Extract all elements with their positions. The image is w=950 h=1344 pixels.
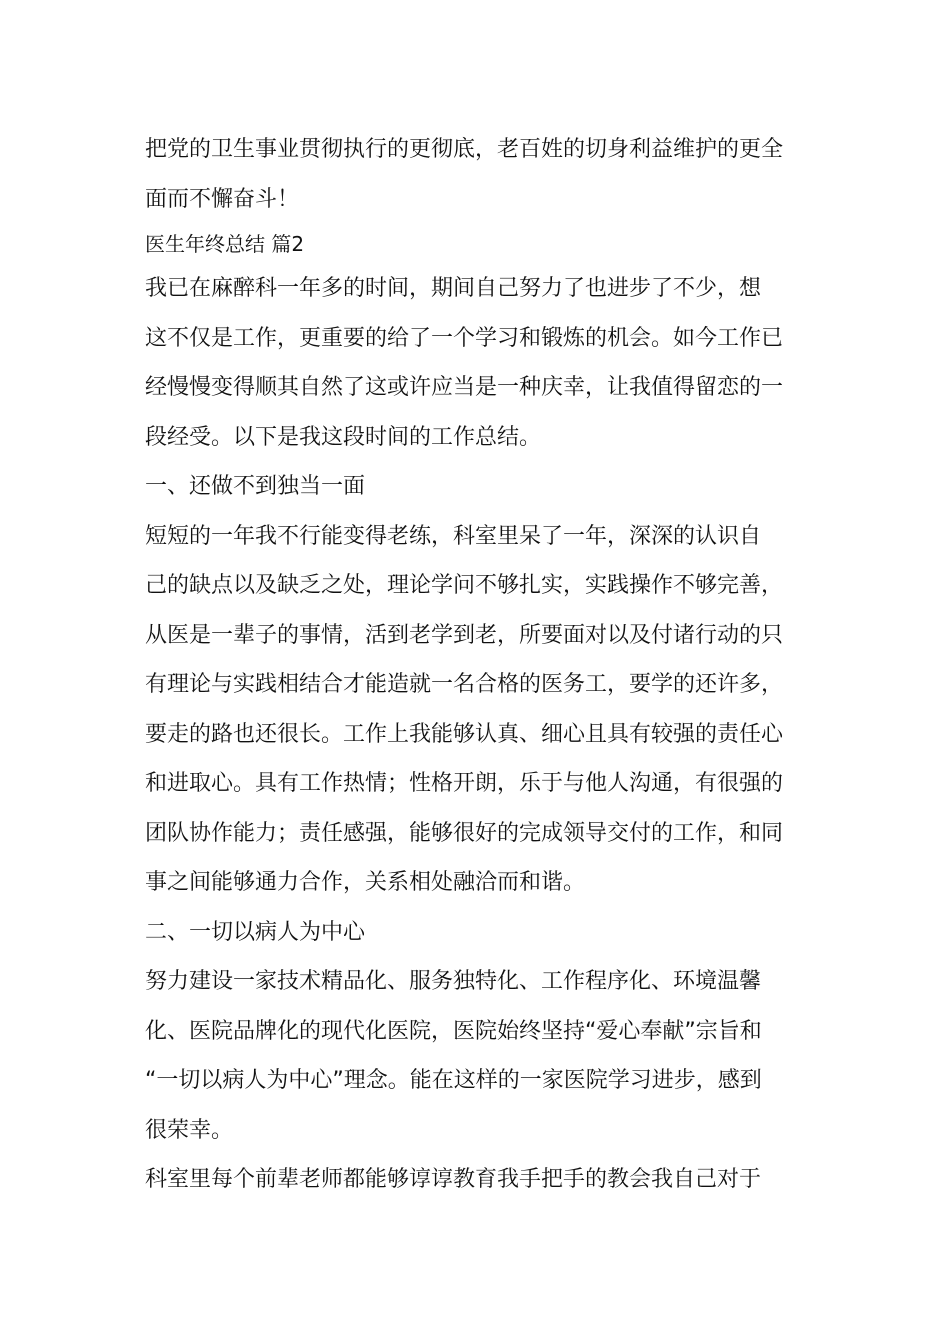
paragraph [145,125,807,224]
text-line: 把党的卫生事业贯彻执行的更彻底，老百姓的切身利益维护的更全 [145,137,784,162]
text-line: 面而不懈奋斗！ [145,186,300,212]
text-line: 二、一切以病人为中心 [145,919,366,945]
paragraph [145,512,807,908]
text-line: 要走的路也还很长。工作上我能够认真、细心且具有较强的责任心 [145,721,784,747]
subheading [145,462,807,512]
text-line: 从医是一辈子的事情，活到老学到老，所要面对以及付诸行动的只 [145,622,784,648]
text-line: 段经受。以下是我这段时间的工作总结。 [145,424,542,450]
text-line: 团队协作能力；责任感强，能够很好的完成领导交付的工作，和同 [145,820,784,846]
text-line: 我已在麻醉科一年多的时间，期间自己努力了也进步了不少，想 [145,276,762,301]
document-page [145,125,807,1205]
text-line: 一、还做不到独当一面 [145,474,366,499]
text-line: 事之间能够通力合作，关系相处融洽而和谐。 [145,870,586,895]
text-line: 努力建设一家技术精品化、服务独特化、工作程序化、环境温馨 [145,969,762,994]
text-line: 经慢慢变得顺其自然了这或许应当是一种庆幸，让我值得留恋的一 [145,375,784,400]
text-line: 这不仅是工作，更重要的给了一个学习和锻炼的机会。如今工作已 [145,325,784,351]
text-line: 有理论与实践相结合才能造就一名合格的医务工，要学的还许多， [145,672,784,697]
text-line: “一切以病人为中心”理念。能在这样的一家医院学习进步，感到 [145,1068,762,1093]
text-line: 己的缺点以及缺乏之处，理论学问不够扎实，实践操作不够完善， [145,573,784,598]
text-line: 短短的一年我不行能变得老练，科室里呆了一年，深深的认识自 [145,523,762,549]
paragraph [145,264,807,462]
text-line: 化、医院品牌化的现代化医院，医院始终坚持“爱心奉献”宗旨和 [145,1018,762,1044]
text-line: 科室里每个前辈老师都能够谆谆教育我手把手的教会我自己对于 [145,1167,762,1192]
paragraph [145,957,807,1155]
subheading [145,908,807,958]
section-heading: 医生年终总结 篇2 [145,232,305,256]
text-line: 和进取心。具有工作热情；性格开朗，乐于与他人沟通，有很强的 [145,771,784,796]
paragraph [145,1155,807,1205]
text-line: 很荣幸。 [145,1117,234,1143]
